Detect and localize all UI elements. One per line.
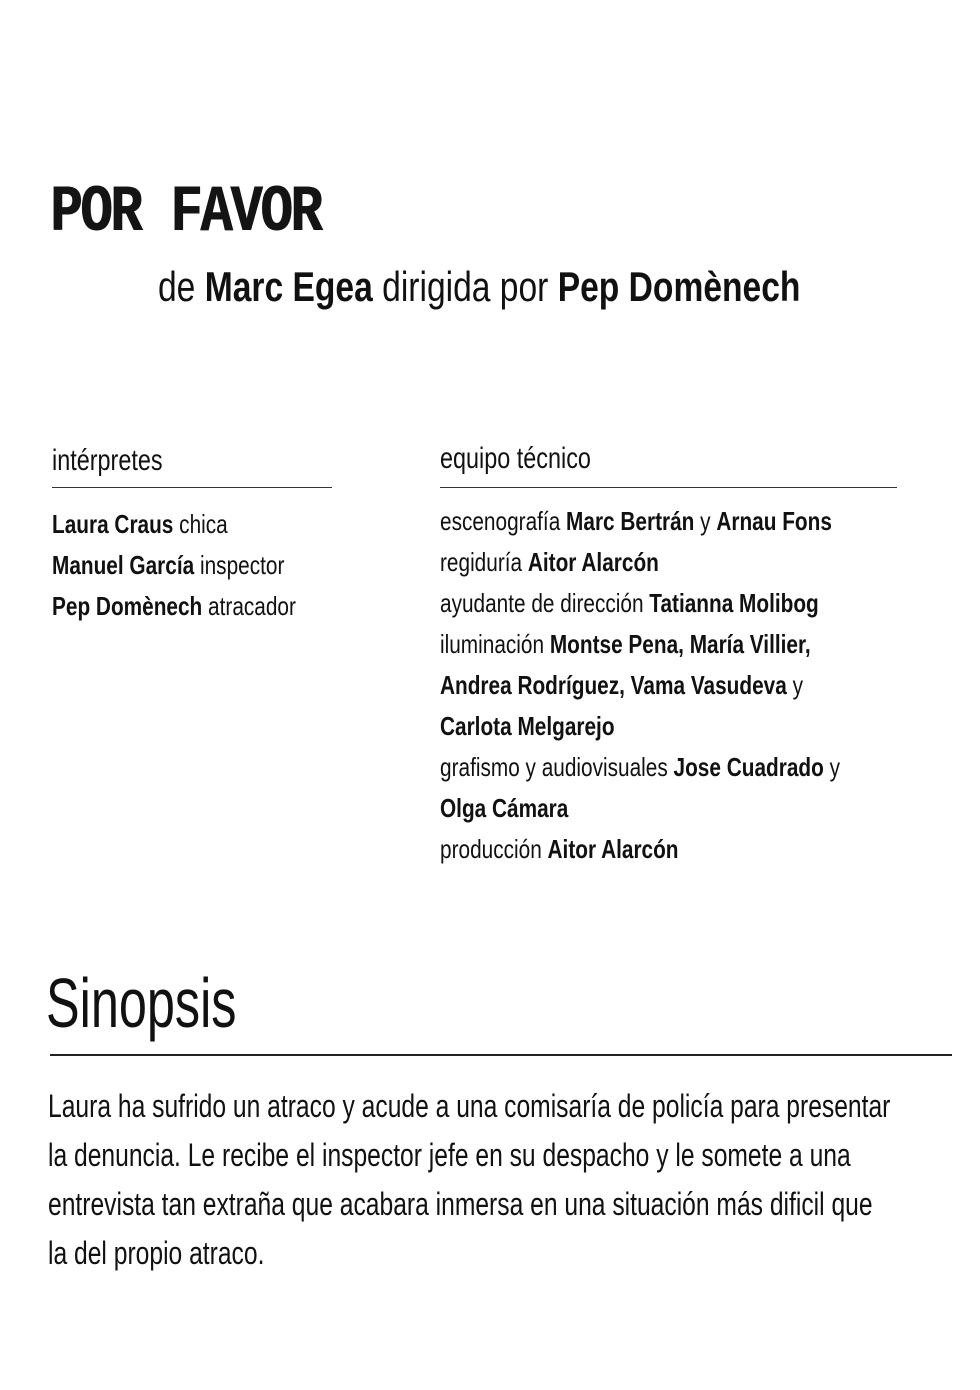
crew-name: Carlota Melgarejo [440,711,615,741]
crew-role: y [786,670,803,700]
crew-role: escenografía [440,506,567,536]
interpretes-list [52,504,357,627]
author-name: Marc Egea [204,263,373,310]
cast-row [52,586,357,627]
crew-name: Jose Cuadrado [673,752,824,782]
crew-line [440,624,940,665]
credits-line [158,263,961,310]
crew-line [440,706,940,747]
crew-role: regiduría [440,547,528,577]
interpretes-divider [52,487,332,488]
cast-row [52,504,357,545]
sinopsis-text [48,1082,980,1278]
cast-row [52,545,357,586]
crew-line [440,583,940,624]
crew-name: Olga Cámara [440,793,569,823]
crew-name: Andrea Rodríguez, Vama Vasudeva [440,670,787,700]
credits-de: de [158,263,196,310]
interpretes-heading: intérpretes [52,444,163,477]
crew-line [440,501,940,542]
crew-role: y [823,752,840,782]
cast-role: chica [179,509,228,539]
crew-line [440,829,940,870]
crew-role: ayudante de dirección [440,588,650,618]
crew-name: Marc Bertrán [566,506,695,536]
sinopsis-line-text: la denuncia. Le recibe el inspector jefe en su despacho y le somete a una [48,1137,851,1173]
crew-line [440,665,940,706]
director-name: Pep Domènech [557,263,801,310]
crew-line [440,788,940,829]
crew-role: iluminación [440,629,550,659]
sinopsis-heading: Sinopsis [46,964,237,1042]
crew-role: grafismo y audiovisuales [440,752,674,782]
play-title: POR FAVOR [50,175,321,250]
sinopsis-line-text: la del propio atraco. [48,1235,265,1271]
cast-name: Laura Craus [52,509,174,539]
equipo-divider [440,487,897,488]
crew-line [440,747,940,788]
crew-name: Tatianna Molibog [649,588,819,618]
sinopsis-line [48,1131,980,1180]
credits-dirigida-por: dirigida por [382,263,549,310]
crew-line [440,542,940,583]
crew-role: producción [440,834,548,864]
crew-name: Arnau Fons [716,506,832,536]
sinopsis-line-text: entrevista tan extraña que acabara inmersa en una situación más dificil que [48,1186,873,1222]
cast-name: Manuel García [52,550,195,580]
cast-role: atracador [208,591,296,621]
sinopsis-line [48,1082,980,1131]
crew-name: Aitor Alarcón [547,834,679,864]
sinopsis-line [48,1180,980,1229]
cast-role: inspector [199,550,285,580]
equipo-list [440,501,940,870]
equipo-heading: equipo técnico [440,442,591,475]
sinopsis-line-text: Laura ha sufrido un atraco y acude a una comisaría de policía para presentar [48,1088,891,1124]
cast-name: Pep Domènech [52,591,203,621]
crew-name: Aitor Alarcón [527,547,659,577]
crew-role: y [694,506,717,536]
sinopsis-line [48,1229,980,1278]
crew-name: Montse Pena, María Villier, [549,629,811,659]
sinopsis-divider [50,1054,952,1056]
